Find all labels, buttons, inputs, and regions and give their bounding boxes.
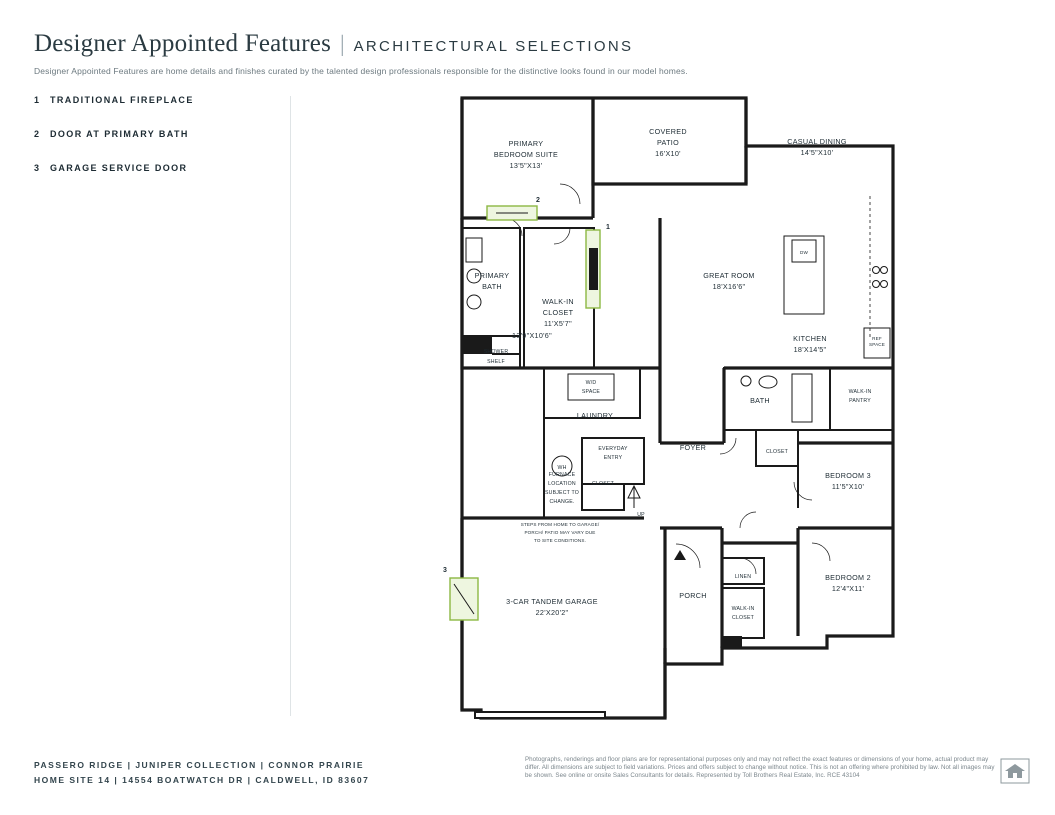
legend-item-3: [34, 163, 284, 173]
svg-text:12'4"X11': 12'4"X11': [831, 584, 865, 593]
legend-number: 2: [34, 129, 40, 139]
svg-text:GREAT ROOM: GREAT ROOM: [703, 271, 755, 280]
svg-text:KITCHEN: KITCHEN: [793, 334, 827, 343]
page-subtitle: ARCHITECTURAL SELECTIONS: [353, 38, 634, 55]
svg-text:13'9"X10'6": 13'9"X10'6": [512, 331, 552, 340]
svg-text:3-CAR TANDEM GARAGE: 3-CAR TANDEM GARAGE: [506, 597, 598, 606]
svg-text:BEDROOM 2: BEDROOM 2: [825, 573, 871, 582]
svg-text:COVERED: COVERED: [649, 127, 687, 136]
svg-text:BATH: BATH: [750, 396, 770, 405]
svg-text:ENTRY: ENTRY: [603, 455, 623, 461]
legend-label: GARAGE SERVICE DOOR: [50, 163, 188, 173]
svg-text:W/D: W/D: [585, 380, 597, 386]
legend-item-2: [34, 129, 284, 139]
disclaimer-text: Photographs, renderings and floor plans are for representational purposes only and may not reflect the exact features or dimensions of your home, actual product may differ. All dimensions are subject to field variations. Prices and offers subject to change without notice. This is not an offering where prohibited by law. Not all images may be shown. See online or onsite Sales Consultants for details. Represented by Toll Brothers Real Estate, Inc. RCE 43104: [525, 756, 995, 780]
svg-text:PRIMARY: PRIMARY: [474, 271, 510, 280]
svg-text:CASUAL DINING: CASUAL DINING: [787, 137, 847, 146]
marker-2-text: 2: [536, 197, 540, 204]
svg-text:DW: DW: [800, 250, 808, 255]
footer-disclaimer: [525, 756, 995, 781]
svg-text:PORCH: PORCH: [679, 591, 707, 600]
footer-line-2: HOME SITE 14 | 14554 BOATWATCH DR | CALDWELL, ID 83607: [34, 775, 370, 785]
page-title: Designer Appointed Features: [34, 30, 332, 57]
equal-housing-opportunity-icon: [1000, 758, 1030, 784]
svg-text:PATIO: PATIO: [657, 138, 679, 147]
svg-text:LOCATION: LOCATION: [548, 481, 576, 487]
features-legend: [34, 95, 284, 197]
svg-text:WH: WH: [557, 465, 567, 471]
svg-text:11'X5'7": 11'X5'7": [544, 319, 572, 328]
svg-text:WALK-IN: WALK-IN: [542, 297, 574, 306]
svg-text:CLOSET: CLOSET: [766, 449, 788, 455]
svg-text:PANTRY: PANTRY: [849, 398, 871, 404]
svg-text:UP: UP: [637, 512, 645, 518]
svg-text:WALK-IN: WALK-IN: [731, 606, 755, 612]
legend-label: DOOR AT PRIMARY BATH: [50, 129, 189, 139]
svg-text:WALK-IN: WALK-IN: [848, 389, 872, 395]
svg-text:CHANGE.: CHANGE.: [549, 499, 575, 505]
svg-text:LINEN: LINEN: [734, 574, 752, 580]
svg-text:BEDROOM 3: BEDROOM 3: [825, 471, 871, 480]
svg-text:16'X10': 16'X10': [655, 149, 681, 158]
svg-text:11'5"X10': 11'5"X10': [831, 482, 865, 491]
svg-text:FOYER: FOYER: [679, 443, 707, 452]
svg-text:SHELF: SHELF: [487, 359, 505, 365]
footer-line-1: PASSERO RIDGE | JUNIPER COLLECTION | CONNOR PRAIRIE: [34, 760, 364, 770]
legend-label: TRADITIONAL FIREPLACE: [50, 95, 194, 105]
svg-text:22'X20'2": 22'X20'2": [535, 608, 569, 617]
floor-plan: [440, 88, 920, 728]
footer-community-info: [34, 758, 369, 788]
svg-text:FURNACE: FURNACE: [548, 472, 576, 478]
svg-text:SUBJECT TO: SUBJECT TO: [545, 490, 579, 496]
svg-text:13'5"X13': 13'5"X13': [509, 161, 543, 170]
svg-text:SPACE: SPACE: [581, 389, 601, 395]
svg-text:EVERYDAY: EVERYDAY: [598, 446, 628, 452]
svg-text:CLOSET: CLOSET: [592, 481, 614, 487]
marker-3-text: 3: [443, 567, 447, 574]
svg-text:BATH: BATH: [482, 282, 502, 291]
svg-text:REF: REF: [872, 336, 882, 341]
svg-text:14'5"X10': 14'5"X10': [800, 148, 834, 157]
title-separator: |: [340, 31, 345, 56]
svg-text:PORCH/ PATIO MAY VARY DUE: PORCH/ PATIO MAY VARY DUE: [524, 530, 596, 535]
title-row: [34, 30, 688, 58]
vertical-divider: [290, 96, 291, 716]
legend-number: 1: [34, 95, 40, 105]
svg-text:CLOSET: CLOSET: [542, 308, 574, 317]
svg-text:CLOSET: CLOSET: [732, 615, 754, 621]
svg-text:LAUNDRY: LAUNDRY: [576, 411, 614, 420]
page-header: [34, 30, 688, 76]
svg-text:TO SITE CONDITIONS.: TO SITE CONDITIONS.: [533, 538, 587, 543]
header-description: Designer Appointed Features are home details and finishes curated by the talented design professionals responsible for the distinctive looks found in our model homes.: [34, 66, 688, 76]
svg-text:SHOWER: SHOWER: [483, 349, 509, 355]
svg-text:STEPS FROM HOME TO GARAGE/: STEPS FROM HOME TO GARAGE/: [520, 522, 600, 527]
legend-item-1: [34, 95, 284, 105]
svg-text:PRIMARY: PRIMARY: [508, 139, 544, 148]
marker-1-text: 1: [606, 224, 610, 231]
svg-text:18'X16'6": 18'X16'6": [712, 282, 746, 291]
svg-text:18'X14'5": 18'X14'5": [793, 345, 827, 354]
svg-text:BEDROOM SUITE: BEDROOM SUITE: [493, 150, 559, 159]
legend-number: 3: [34, 163, 40, 173]
svg-text:SPACE: SPACE: [869, 342, 885, 347]
